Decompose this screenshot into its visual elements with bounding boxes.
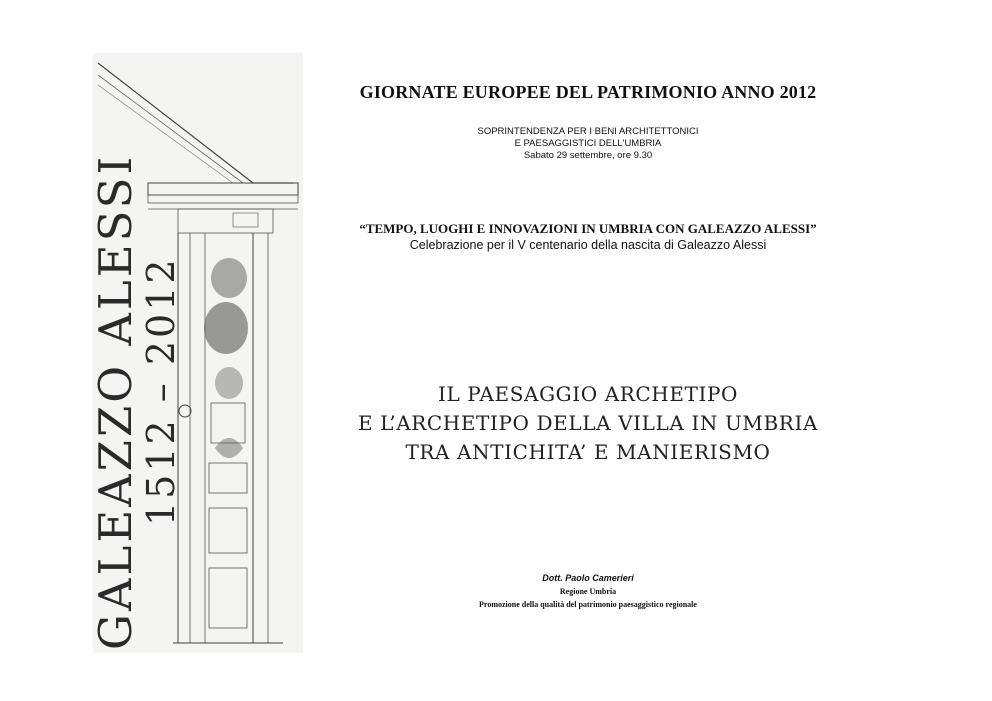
event-title: “TEMPO, LUOGHI E INNOVAZIONI IN UMBRIA CON GALEAZZO ALESSI”	[359, 221, 817, 236]
talk-title	[318, 380, 858, 467]
talk-title-line-3: TRA ANTICHITA’ E MANIERISMO	[405, 440, 771, 464]
talk-title-line-1: IL PAESAGGIO ARCHETIPO	[437, 382, 739, 406]
event-date: Sabato 29 settembre, ore 9.30	[523, 150, 653, 161]
page-title: GIORNATE EUROPEE DEL PATRIMONIO ANNO 2012	[359, 82, 817, 102]
artist-years: 1512 – 2012	[139, 256, 183, 526]
speaker-program: Promozione della qualità del patrimonio paesaggistico regionale	[479, 600, 697, 609]
organization-block	[318, 126, 858, 162]
speaker-name: Dott. Paolo Camerieri	[542, 573, 634, 583]
organization-line-1: SOPRINTENDENZA PER I BENI ARCHITETTONICI	[477, 126, 699, 137]
sidebar-vertical-title	[89, 153, 183, 650]
sidebar-architectural-image	[89, 53, 303, 653]
artist-name: GALEAZZO ALESSI	[89, 153, 142, 650]
speaker-organization: Regione Umbria	[559, 587, 617, 596]
talk-title-line-2: E L’ARCHETIPO DELLA VILLA IN UMBRIA	[358, 411, 818, 435]
organization-line-2: E PAESAGGISTICI DELL'UMBRIA	[514, 138, 662, 149]
event-subtitle: Celebrazione per il V centenario della nascita di Galeazzo Alessi	[409, 238, 767, 252]
